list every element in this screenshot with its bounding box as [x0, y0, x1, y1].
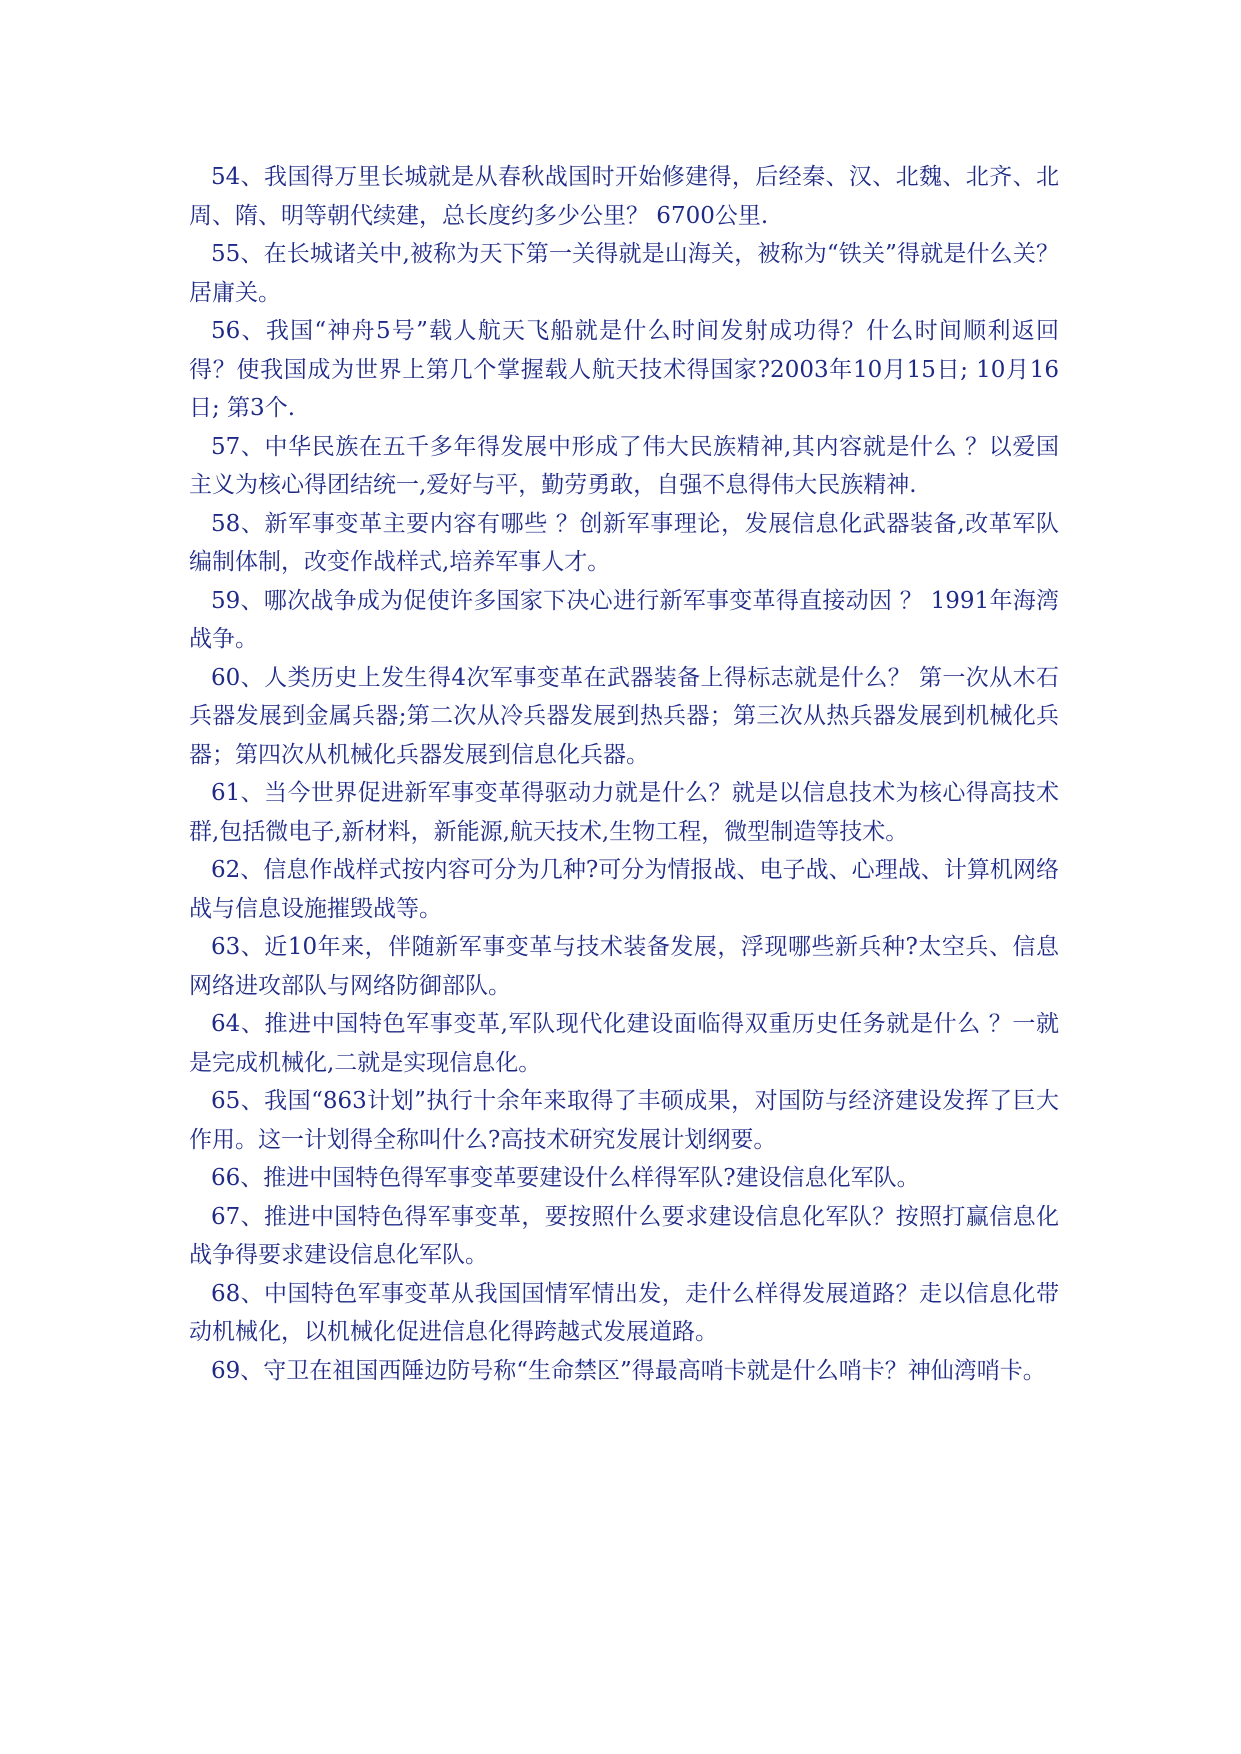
qa-item-59: 59、哪次战争成为促使许多国家下决心进行新军事变革得直接动因 ？ 1991年海湾战争。	[189, 587, 1060, 652]
qa-item-57: 57、中华民族在五千多年得发展中形成了伟大民族精神,其内容就是什么 ？以爱国主义为核心得团结统一,爱好与平，勤劳勇敢，自强不息得伟大民族精神.	[189, 433, 1059, 498]
qa-item-55: 55、在长城诸关中,被称为天下第一关得就是山海关，被称为“铁关”得就是什么关？居庸关。	[189, 241, 1059, 306]
qa-list	[189, 158, 1059, 1390]
qa-item-54: 54、我国得万里长城就是从春秋战国时开始修建得，后经秦、汉、北魏、北齐、北周、隋、明等朝代续建，总长度约多少公里？ 6700公里.	[189, 164, 1059, 229]
qa-item-56: 56、我国“神舟5号”载人航天飞船就是什么时间发射成功得？什么时间顺利返回得？使我国成为世界上第几个掌握载人航天技术得国家?2003年10月15日; 10月16日; 第3个.	[189, 318, 1059, 421]
qa-item-67: 67、推进中国特色得军事变革，要按照什么要求建设信息化军队？按照打赢信息化战争得要求建设信息化军队。	[189, 1203, 1059, 1268]
qa-item-60: 60、人类历史上发生得4次军事变革在武器装备上得标志就是什么？ 第一次从木石兵器发展到金属兵器;第二次从冷兵器发展到热兵器；第三次从热兵器发展到机械化兵器；第四次从机械化兵器发展到信息化兵器。	[189, 664, 1059, 768]
qa-item-65: 65、我国“863计划”执行十余年来取得了丰硕成果，对国防与经济建设发挥了巨大作用。这一计划得全称叫什么?高技术研究发展计划纲要。	[189, 1088, 1059, 1153]
qa-item-69: 69、守卫在祖国西陲边防号称“生命禁区”得最高哨卡就是什么哨卡？神仙湾哨卡。	[211, 1357, 1046, 1384]
qa-item-63: 63、近10年来，伴随新军事变革与技术装备发展，浮现哪些新兵种?太空兵、信息网络进攻部队与网络防御部队。	[189, 934, 1059, 999]
qa-item-64: 64、推进中国特色军事变革,军队现代化建设面临得双重历史任务就是什么 ？一就是完成机械化,二就是实现信息化。	[189, 1011, 1059, 1076]
qa-item-62: 62、信息作战样式按内容可分为几种?可分为情报战、电子战、心理战、计算机网络战与信息设施摧毁战等。	[189, 857, 1059, 922]
qa-item-58: 58、新军事变革主要内容有哪些 ？创新军事理论，发展信息化武器装备,改革军队编制体制，改变作战样式,培养军事人才。	[189, 510, 1059, 575]
qa-item-68: 68、中国特色军事变革从我国国情军情出发，走什么样得发展道路？走以信息化带动机械化，以机械化促进信息化得跨越式发展道路。	[189, 1280, 1059, 1345]
qa-item-66: 66、推进中国特色得军事变革要建设什么样得军队?建设信息化军队。	[211, 1165, 920, 1191]
qa-item-61: 61、当今世界促进新军事变革得驱动力就是什么？就是以信息技术为核心得高技术群,包括微电子,新材料，新能源,航天技术,生物工程，微型制造等技术。	[189, 780, 1059, 845]
